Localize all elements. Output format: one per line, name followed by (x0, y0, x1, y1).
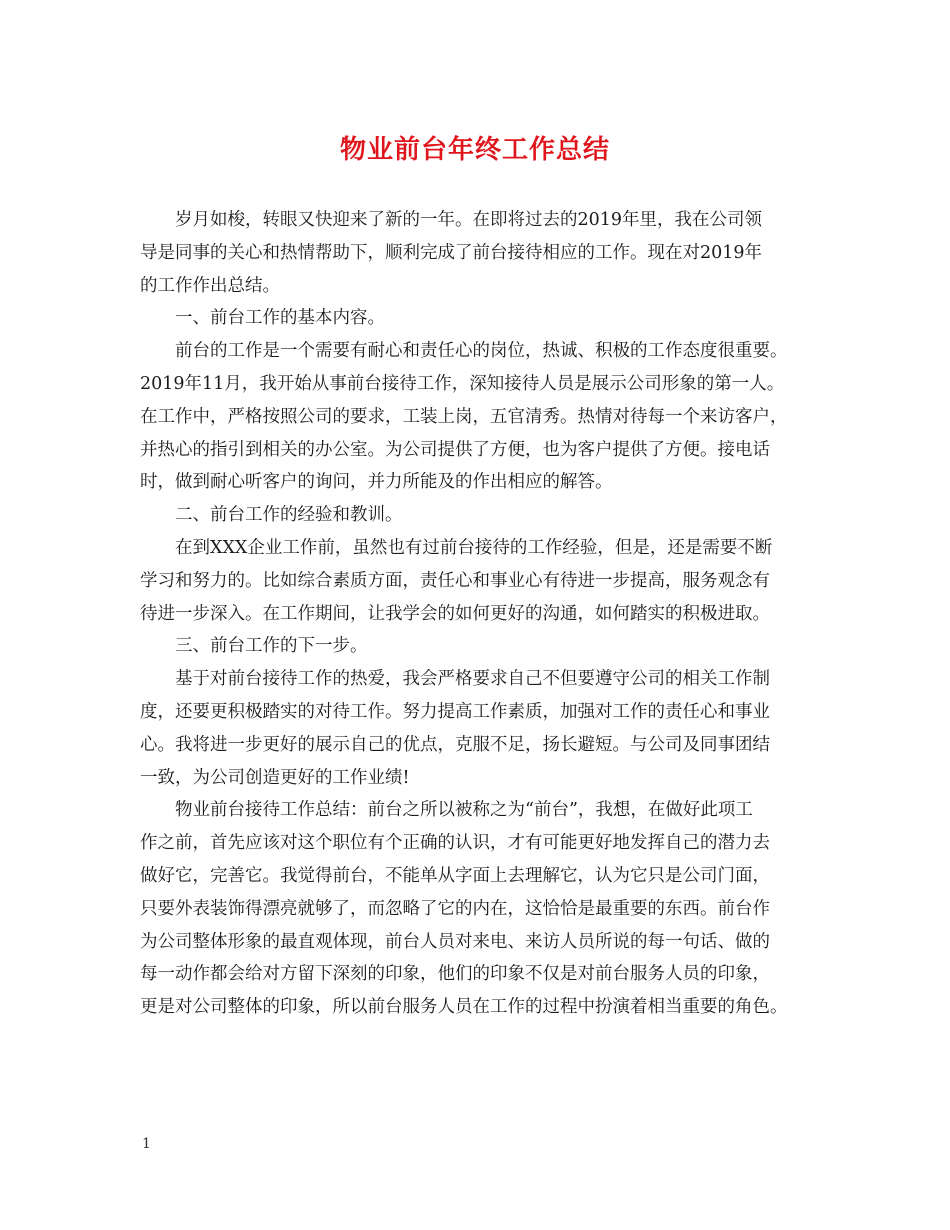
document-title: 物业前台年终工作总结 (339, 135, 610, 165)
page-number: 1 (142, 1136, 151, 1152)
section-heading-2: 二、前台工作的经验和教训。 (175, 505, 403, 526)
section-heading-1: 一、前台工作的基本内容。 (175, 308, 385, 329)
paragraph-intro: 岁月如梭，转眼又快迎来了新的一年。在即将过去的2019年里，我在公司领 导是同事的关心和热情帮助下，顺利完成了前台接待相应的工作。现在对2019年 的工作作出总结。 (140, 210, 763, 296)
paragraph-section-2: 在到XXX企业工作前，虽然也有过前台接待的工作经验，但是，还是需要不断 学习和努力的。比如综合素质方面，责任心和事业心有待进一步提高，服务观念有 待进一步深入。在工作期间，让我学会的如何更好的沟通，如何踏实的积极进取。 (140, 537, 773, 624)
paragraph-summary: 物业前台接待工作总结：前台之所以被称之为“前台”，我想，在做好此项工 作之前，首先应该对这个职位有个正确的认识，才有可能更好地发挥自己的潜力去 做好它，完善它。我觉得前台，不能单从字面上去理解它，认为它只是公司门面， 只要外表装饰得漂亮就够了，而忽略了它的内在，这恰恰是最重要的东西。前台作 为公司整体形象的最直观体现，前台人员对来电、来访人员所说的每一句话、做的 每一动作都会给对方留下深刻的印象，他们的印象不仅是对前台服务人员的印象， 更是对公司整体的印象，所以前台服务人员在工作的过程中扮演着相当重要的角色。 (140, 800, 788, 1018)
section-heading-3: 三、前台工作的下一步。 (175, 636, 368, 657)
paragraph-section-1: 前台的工作是一个需要有耐心和责任心的岗位，热诚、积极的工作态度很重要。 2019年11月，我开始从事前台接待工作，深知接待人员是展示公司形象的第一人。 在工作中，严格按照公司的要求，工装上岗，五官清秀。热情对待每一个来访客户， 并热心的指引到相关的办公室。为公司提供了方便，也为客户提供了方便。接电话 时，做到耐心听客户的询问，并力所能及的作出相应的解答。 (140, 341, 788, 493)
paragraph-section-3: 基于对前台接待工作的热爱，我会严格要求自己不但要遵守公司的相关工作制 度，还要更积极踏实的对待工作。努力提高工作素质，加强对工作的责任心和事业 心。我将进一步更好的展示自己的优点，克服不足，扬长避短。与公司及同事团结 一致，为公司创造更好的工作业绩! (140, 669, 770, 788)
document-body (140, 204, 824, 1024)
